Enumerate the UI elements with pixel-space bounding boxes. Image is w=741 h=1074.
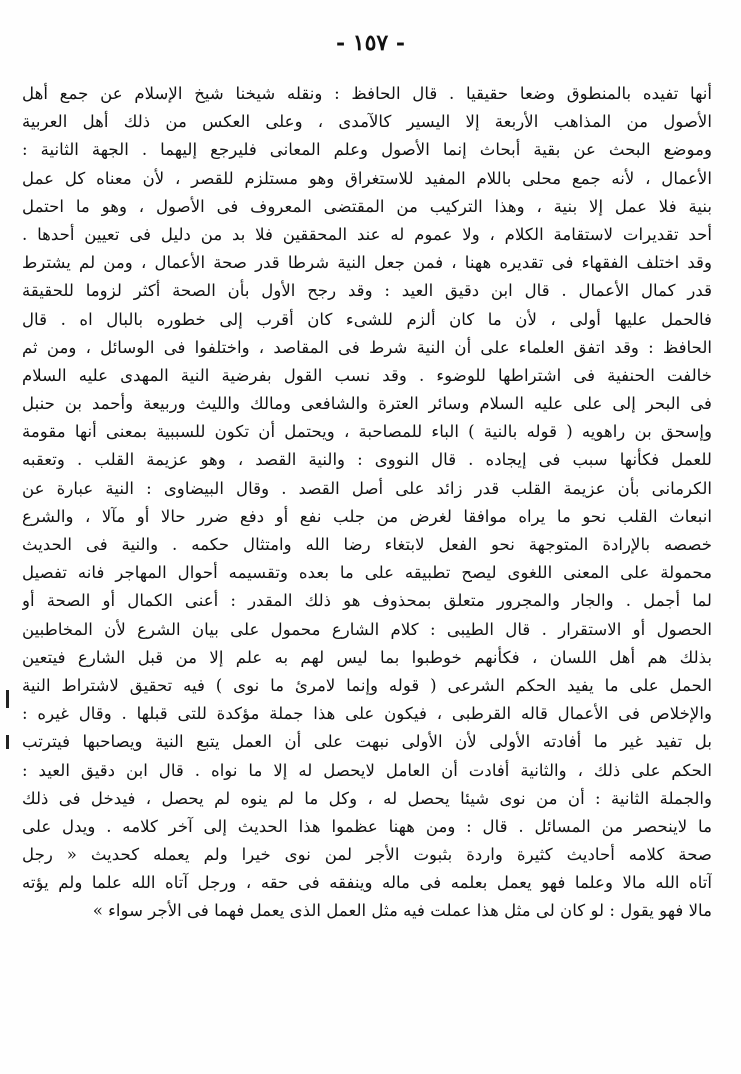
text-line: فالحمل عليها أولى ، لأن ما كان ألزم للشىء كان أقرب إلى خطوره بالبال اه . قال (22, 309, 712, 329)
text-line: فى البحر إلى على عليه السلام وسائر العترة والشافعى ومالك والليث وربيعة وأحمد بن حنبل (22, 394, 712, 414)
text-line: بنية فلا عمل إلا بنية ، وهذا التركيب من المقتضى المعروف فى الأصول ، وهو ما احتمل (22, 196, 712, 216)
text-line: ما لاينحصر من المسائل . قال : ومن ههنا عظموا هذا الحديث إلى آخر كلامه . ويدل على (22, 816, 712, 836)
text-line: مالا فهو يقول : لو كان لى مثل هذا عملت فيه مثل العمل الذى يعمل فهما فى الأجر سواء » (92, 901, 712, 921)
text-line: بذلك هم أهل اللسان ، فكأنهم خوطبوا بما ليس لهم به علم إلا من قبل الشارع فيتعين (22, 647, 712, 667)
page-number: - ١٥٧ - (335, 30, 406, 56)
text-line: للعمل فكأنها سبب فى إيجاده . قال النووى : والنية القصد ، وهو عزيمة القلب . وتعقبه (22, 450, 712, 470)
text-line: انبعاث القلب نحو ما يراه موافقا لغرض من جلب نفع أو دفع ضرر حالا أو مآلا ، والشرع (22, 506, 712, 526)
text-line: قدر كمال الأعمال . قال ابن دقيق العيد : وقد رجح الأول بأن الصحة أكثر لزوما للحقيقة (22, 281, 712, 301)
text-line: وموضع البحث عن بقية أبحاث إنما الأصول وعلم المعانى فليرجع إليهما . الجهة الثانية : (22, 140, 712, 160)
text-line: الأصول من المذاهب الأربعة إلا اليسير كالآمدى ، وعلى العكس من ذلك أهل العربية (22, 112, 712, 132)
text-line: أنها تفيده بالمنطوق وضعا حقيقيا . قال الحافظ : ونقله شيخنا شيخ الإسلام عن جمع أهل (22, 84, 712, 103)
margin-mark (6, 735, 9, 749)
text-line: الحصول أو الاستقرار . قال الطيبى : كلام الشارع محمول على بيان الشرع لأن المخاطبين (22, 619, 712, 639)
text-line: الحكم على ذلك ، والثانية أفادت أن العامل لايحصل له إلا ما نواه . قال ابن دقيق العيد : (22, 760, 712, 780)
text-line: آتاه الله مالا وعلما فهو يعمل بعلمه فى ماله وينفقه فى حقه ، ورجل آتاه الله علما ولم يؤته (22, 873, 712, 893)
text-line: لما أجمل . والجار والمجرور متعلق بمحذوف هو ذلك المقدر : أعنى الكمال أو الصحة أو (22, 591, 712, 611)
text-line: الكرمانى بأن عزيمة القلب قدر زائد على أصل القصد . وقال البيضاوى : النية عبارة عن (22, 478, 712, 498)
text-line: وإسحق بن راهويه ( قوله بالنية ) الباء للمصاحبة ، ويحتمل أن تكون للسببية بمعنى أنها مقومة (22, 422, 712, 442)
text-line: بل تفيد غير ما أفادته الأولى لأن الأولى نبهت على أن العمل يتبع النية ويصاحبها فيترتب (22, 732, 712, 752)
text-line: خالفت الحنفية فى اشتراطها للوضوء . وقد نسب القول بفرضية النية المهدى عليه السلام (22, 365, 712, 385)
text-line: وقد اختلف الفقهاء فى تقديره ههنا ، فمن جعل النية شرطا قدر صحة الأعمال ، ومن لم يشترط (22, 253, 712, 273)
text-line: خصصه بالإرادة المتوجهة نحو الفعل لابتغاء رضا الله وامتثال حكمه . والنية فى الحديث (22, 535, 712, 554)
text-line: والجملة الثانية : أن من نوى شيئا يحصل له ، وكل ما لم ينوه لم يحصل ، فيدخل فى ذلك (22, 788, 712, 808)
text-line: صحة كلامه أحاديث كثيرة واردة بثبوت الأجر لمن نوى خيرا ولم يعمله كحديث « رجل (22, 845, 712, 865)
text-line: محمولة على المعنى اللغوى ليصح تطبيقه على ما بعده وتقسيمه أحوال المهاجر فانه تفصيل (22, 563, 712, 583)
margin-mark (6, 690, 9, 708)
text-line: الحمل على ما يفيد الحكم الشرعى ( قوله وإنما لامرئ ما نوى ) فيه تحقيق لاشتراط النية (22, 675, 712, 695)
text-line: الحافظ : وقد اتفق العلماء على أن النية شرط فى المقاصد ، واختلفوا فى الوسائل ، ومن ثم (22, 337, 712, 357)
body-text (22, 80, 712, 926)
text-line: والإخلاص فى الأعمال قاله القرطبى ، فيكون على هذا جملة مؤكدة للتى قبلها . وقال غيره : (22, 704, 712, 724)
text-line: الأعمال ، لأنه جمع محلى باللام المفيد للاستغراق وهو مستلزم للقصر ، لأن معناه كل عمل (22, 168, 712, 188)
text-line: أحد تقديرات لاستقامة الكلام ، ولا عموم له عند المحققين فلا بد من دليل فى تعيين أحدها . (22, 224, 712, 244)
